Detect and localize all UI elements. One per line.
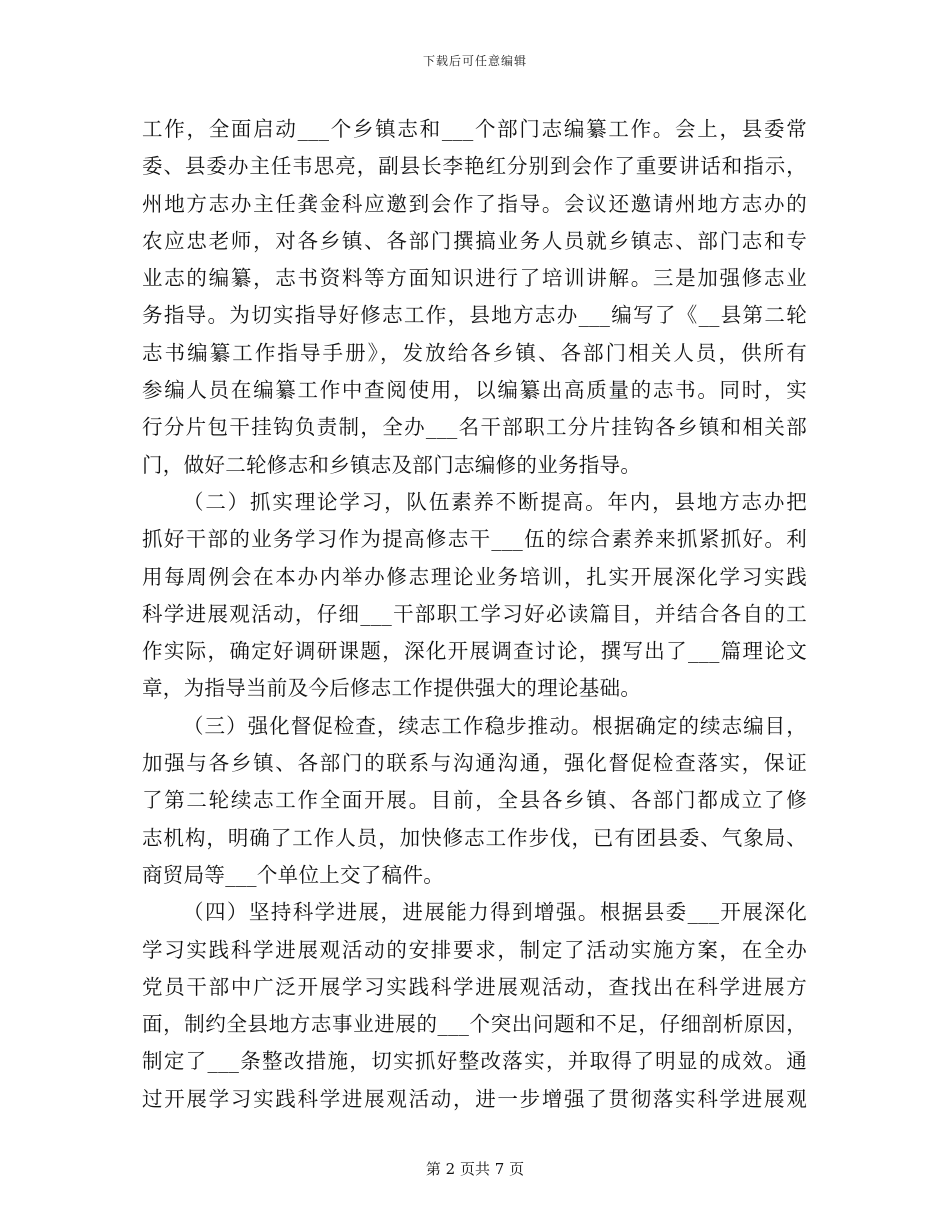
text-line: 参编人员在编纂工作中查阅使用，以编纂出高质量的志书。同时，实 — [142, 378, 807, 403]
text-line: 商贸局等___个单位上交了稿件。 — [142, 862, 445, 887]
text-line: 委、县委办主任韦思亮，副县长李艳红分别到会作了重要讲话和指示， — [142, 154, 807, 179]
paragraph-heading-line: （三）强化督促检查，续志工作稳步推动。根据确定的续志编目， — [183, 713, 807, 738]
text-line: 用每周例会在本办内举办修志理论业务培训，扎实开展深化学习实践 — [142, 564, 807, 589]
text-line: 学习实践科学进展观活动的安排要求，制定了活动实施方案，在全办 — [142, 937, 807, 962]
text-line: 科学进展观活动，仔细___干部职工学习好必读篇目，并结合各自的工 — [142, 601, 807, 626]
text-line: 章，为指导当前及今后修志工作提供强大的理论基础。 — [142, 676, 642, 701]
text-line: 党员干部中广泛开展学习实践科学进展观活动，查找出在科学进展方 — [142, 974, 807, 999]
text-line: 行分片包干挂钩负责制，全办___名干部职工分片挂钩各乡镇和相关部 — [142, 415, 807, 440]
text-line: 过开展学习实践科学进展观活动，进一步增强了贯彻落实科学进展观 — [142, 1086, 807, 1111]
text-line: 志书编纂工作指导手册》，发放给各乡镇、各部门相关人员，供所有 — [142, 340, 807, 365]
text-line: 业志的编纂，志书资料等方面知识进行了培训讲解。三是加强修志业 — [142, 266, 807, 291]
page-header: 下载后可任意编辑 — [422, 54, 527, 68]
text-line: 务指导。为切实指导好修志工作，县地方志办___编写了《__县第二轮 — [142, 303, 807, 328]
page-number-footer: 第 2 页共 7 页 — [425, 1160, 525, 1178]
text-line: 农应忠老师，对各乡镇、各部门撰搞业务人员就乡镇志、部门志和专 — [142, 228, 807, 253]
text-line: 门，做好二轮修志和乡镇志及部门志编修的业务指导。 — [142, 452, 642, 477]
paragraph-heading-line: （二）抓实理论学习，队伍素养不断提高。年内，县地方志办把 — [183, 489, 807, 514]
text-line: 州地方志办主任龚金科应邀到会作了指导。会议还邀请州地方志办的 — [142, 191, 807, 216]
text-line: 工作，全面启动___个乡镇志和___个部门志编纂工作。会上，县委常 — [142, 117, 807, 141]
text-line: 作实际，确定好调研课题，深化开展调查讨论，撰写出了___篇理论文 — [142, 639, 807, 664]
paragraph-heading-line: （四）坚持科学进展，进展能力得到增强。根据县委___开展深化 — [183, 900, 807, 925]
text-line: 面，制约全县地方志事业进展的___个突出问题和不足，仔细剖析原因， — [142, 1012, 807, 1037]
document-body — [142, 111, 807, 1118]
text-line: 志机构，明确了工作人员，加快修志工作步伐，已有团县委、气象局、 — [142, 825, 807, 850]
text-line: 加强与各乡镇、各部门的联系与沟通沟通，强化督促检查落实，保证 — [142, 751, 807, 776]
text-line: 了第二轮续志工作全面开展。目前，全县各乡镇、各部门都成立了修 — [142, 788, 807, 813]
text-line: 制定了___条整改措施，切实抓好整改落实，并取得了明显的成效。通 — [142, 1049, 807, 1074]
text-line: 抓好干部的业务学习作为提高修志干___伍的综合素养来抓紧抓好。利 — [142, 527, 807, 552]
